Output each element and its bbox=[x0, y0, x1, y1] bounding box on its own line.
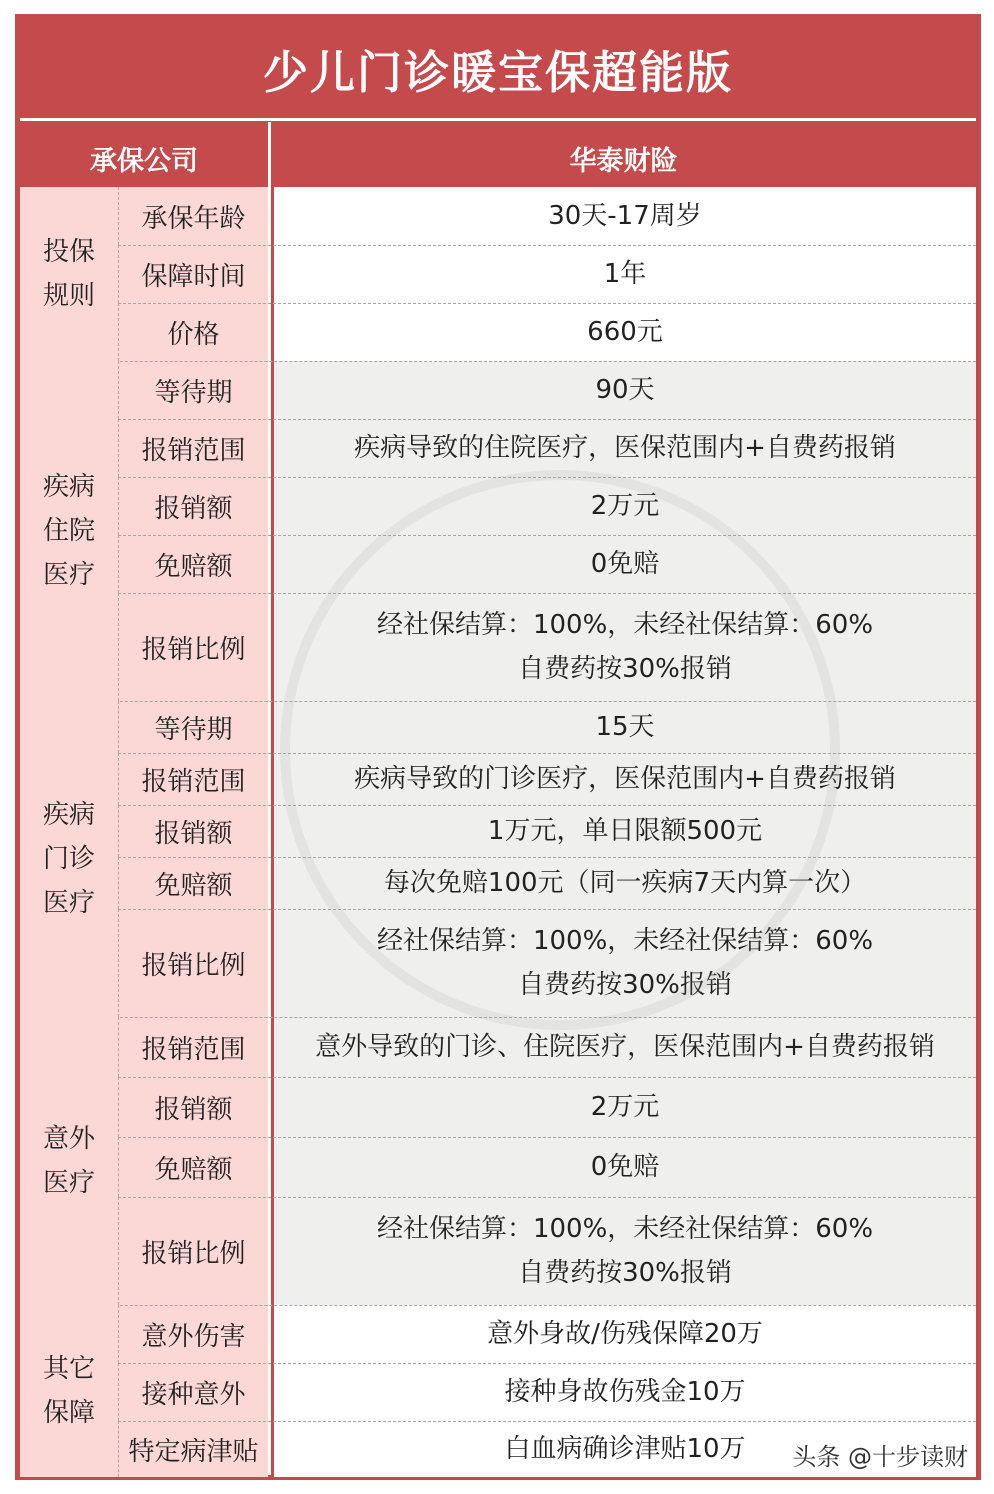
row-divider bbox=[118, 857, 976, 858]
row-value-line: 90天 bbox=[595, 375, 655, 405]
row-value bbox=[271, 1363, 976, 1421]
row-label: 报销比例 bbox=[118, 909, 268, 1017]
group-label-line: 疾病 bbox=[42, 800, 95, 830]
row-value bbox=[271, 1197, 976, 1305]
group-label-line: 门诊 bbox=[42, 844, 95, 874]
row-label: 价格 bbox=[118, 303, 268, 361]
row-value-line: 自费药按30%报销 bbox=[518, 970, 732, 1000]
row-value-line: 0免赔 bbox=[590, 549, 660, 579]
row-label: 报销额 bbox=[118, 477, 268, 535]
group-label bbox=[20, 701, 118, 1017]
row-divider bbox=[118, 1137, 976, 1138]
row-value bbox=[271, 1077, 976, 1137]
row-divider bbox=[118, 419, 976, 420]
row-value-line: 经社保结算：100%，未经社保结算：60% bbox=[376, 1214, 874, 1244]
group-label-line: 医疗 bbox=[42, 1168, 95, 1198]
row-divider bbox=[118, 805, 976, 806]
row-value bbox=[271, 361, 976, 419]
group-label bbox=[20, 187, 118, 361]
header-company-label: 承保公司 bbox=[90, 145, 198, 177]
row-divider bbox=[118, 535, 976, 536]
row-value-line: 经社保结算：100%，未经社保结算：60% bbox=[376, 926, 874, 956]
group-label-line: 疾病 bbox=[42, 472, 95, 502]
row-value bbox=[271, 535, 976, 593]
row-divider bbox=[118, 245, 976, 246]
row-divider bbox=[118, 909, 976, 910]
row-value bbox=[271, 701, 976, 753]
group-label bbox=[20, 1017, 118, 1305]
row-value bbox=[271, 419, 976, 477]
row-divider bbox=[118, 1421, 976, 1422]
row-value-line: 1万元，单日限额500元 bbox=[487, 816, 763, 846]
row-value-line: 接种身故伤残金10万 bbox=[504, 1377, 746, 1407]
header-company-value: 华泰财险 bbox=[569, 145, 678, 177]
row-label: 报销范围 bbox=[118, 1017, 268, 1077]
group-label-line: 医疗 bbox=[42, 888, 95, 918]
row-value bbox=[271, 1305, 976, 1363]
row-value-line: 疾病导致的住院医疗，医保范围内+自费药报销 bbox=[354, 433, 896, 463]
group-label bbox=[20, 1305, 118, 1477]
table-frame bbox=[15, 14, 981, 1480]
row-divider bbox=[20, 1017, 976, 1018]
row-label: 报销比例 bbox=[118, 593, 268, 701]
row-value-line: 自费药按30%报销 bbox=[518, 1258, 732, 1288]
row-value-line: 经社保结算：100%，未经社保结算：60% bbox=[376, 610, 874, 640]
row-label: 特定病津贴 bbox=[118, 1421, 268, 1477]
row-divider bbox=[118, 303, 976, 304]
row-value bbox=[271, 857, 976, 909]
row-label: 承保年龄 bbox=[118, 187, 268, 245]
row-divider bbox=[20, 1305, 976, 1306]
row-value bbox=[271, 1017, 976, 1077]
row-value bbox=[271, 805, 976, 857]
row-value bbox=[271, 909, 976, 1017]
row-label: 报销额 bbox=[118, 1077, 268, 1137]
row-label: 免赔额 bbox=[118, 535, 268, 593]
row-value bbox=[271, 477, 976, 535]
row-divider bbox=[118, 1077, 976, 1078]
row-label: 意外伤害 bbox=[118, 1305, 268, 1363]
source-credit: 头条 @十步读财 bbox=[788, 1437, 972, 1472]
row-divider bbox=[20, 701, 976, 702]
group-label-line: 投保 bbox=[42, 237, 95, 267]
group-label-line: 意外 bbox=[42, 1124, 95, 1154]
group-label-line: 其它 bbox=[42, 1354, 95, 1384]
row-value-line: 15天 bbox=[595, 712, 655, 742]
row-divider bbox=[20, 361, 976, 362]
row-value-line: 每次免赔100元（同一疾病7天内算一次） bbox=[383, 868, 867, 898]
row-value-line: 白血病确诊津贴10万 bbox=[504, 1434, 746, 1464]
row-value-line: 意外身故/伤残保障20万 bbox=[487, 1319, 763, 1349]
row-value bbox=[271, 245, 976, 303]
row-value-line: 660元 bbox=[587, 317, 663, 347]
group-label-line: 保障 bbox=[42, 1398, 95, 1428]
row-value bbox=[271, 753, 976, 805]
title-divider bbox=[20, 118, 976, 121]
row-value-line: 疾病导致的门诊医疗，医保范围内+自费药报销 bbox=[354, 764, 896, 794]
row-label: 等待期 bbox=[118, 701, 268, 753]
row-label: 等待期 bbox=[118, 361, 268, 419]
row-value bbox=[271, 187, 976, 245]
row-label: 报销额 bbox=[118, 805, 268, 857]
row-value-line: 自费药按30%报销 bbox=[518, 654, 732, 684]
group-label bbox=[20, 361, 118, 701]
group-label-line: 规则 bbox=[42, 281, 95, 311]
row-value-line: 30天-17周岁 bbox=[548, 201, 702, 231]
row-divider bbox=[118, 477, 976, 478]
row-value bbox=[271, 593, 976, 701]
row-label: 接种意外 bbox=[118, 1363, 268, 1421]
row-divider bbox=[118, 1363, 976, 1364]
row-label: 保障时间 bbox=[118, 245, 268, 303]
row-label: 报销比例 bbox=[118, 1197, 268, 1305]
row-value-line: 1年 bbox=[603, 259, 647, 289]
row-value bbox=[271, 1137, 976, 1197]
row-value-line: 2万元 bbox=[590, 1092, 660, 1122]
row-label: 免赔额 bbox=[118, 1137, 268, 1197]
row-divider bbox=[118, 593, 976, 594]
group-label-line: 住院 bbox=[42, 516, 95, 546]
row-value bbox=[271, 303, 976, 361]
row-value-line: 2万元 bbox=[590, 491, 660, 521]
row-label: 报销范围 bbox=[118, 753, 268, 805]
row-label: 报销范围 bbox=[118, 419, 268, 477]
row-divider bbox=[118, 753, 976, 754]
page-title: 少儿门诊暖宝保超能版 bbox=[262, 45, 733, 99]
row-value-line: 意外导致的门诊、住院医疗，医保范围内+自费药报销 bbox=[315, 1032, 935, 1062]
row-label: 免赔额 bbox=[118, 857, 268, 909]
group-label-line: 医疗 bbox=[42, 560, 95, 590]
coverage-table bbox=[20, 187, 976, 1475]
row-value-line: 0免赔 bbox=[590, 1152, 660, 1182]
row-divider bbox=[118, 1197, 976, 1198]
